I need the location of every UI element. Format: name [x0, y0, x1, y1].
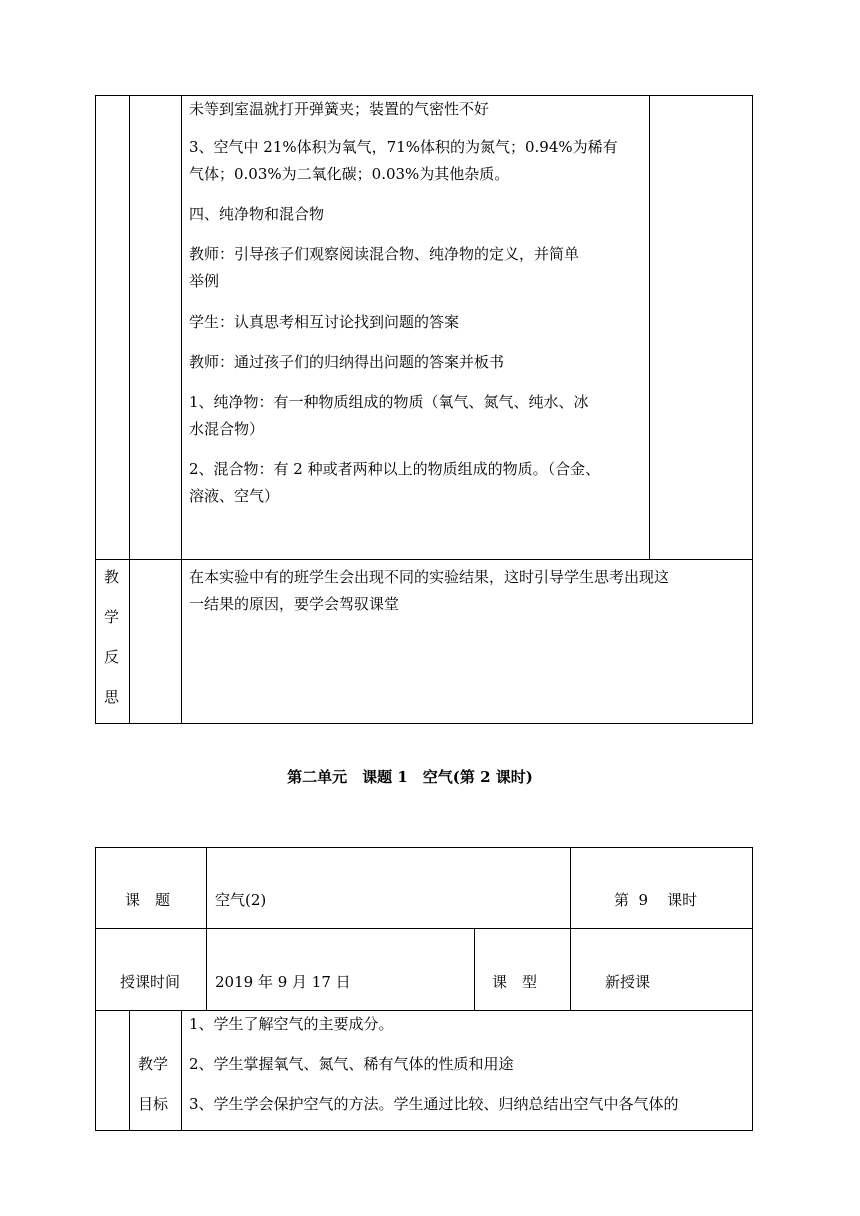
content-line: 2、混合物：有 2 种或者两种以上的物质组成的物质。（合金、 — [189, 460, 601, 478]
type-value: 新授课 — [605, 973, 651, 991]
goal-label: 教学 — [138, 1055, 169, 1073]
content-line: 1、纯净物：有一种物质组成的物质（氧气、氮气、纯水、冰 — [189, 393, 589, 411]
period-label: 第 9 课时 — [614, 891, 698, 909]
reflection-text: 一结果的原因，要学会驾驭课堂 — [189, 595, 400, 613]
section-title: 第二单元 课题 1 空气(第 2 课时) — [287, 768, 533, 786]
content-line: 3、空气中 21%体积为氧气，71%体积的为氮气；0.94%为稀有 — [189, 138, 618, 156]
time-label: 授课时间 — [120, 973, 181, 991]
reflection-label-char: 反 — [104, 648, 120, 666]
topic-value: 空气(2) — [215, 891, 267, 909]
reflection-label-char: 思 — [104, 688, 120, 706]
content-line: 水混合物） — [189, 420, 265, 438]
goal-label: 目标 — [138, 1095, 169, 1113]
goal-item: 3、学生学会保护空气的方法。学生通过比较、归纳总结出空气中各气体的 — [189, 1095, 679, 1113]
content-line: 未等到室温就打开弹簧夹；装置的气密性不好 — [189, 100, 490, 118]
section-heading: 四、纯净物和混合物 — [189, 205, 325, 223]
reflection-label-char: 教 — [104, 568, 120, 586]
content-line: 教师：通过孩子们的归纳得出问题的答案并板书 — [189, 353, 505, 371]
reflection-label-char: 学 — [104, 608, 120, 626]
topic-label: 课 题 — [125, 891, 171, 909]
goal-item: 1、学生了解空气的主要成分。 — [189, 1015, 394, 1033]
content-line: 举例 — [189, 272, 220, 290]
content-line: 溶液、空气） — [189, 487, 280, 505]
goal-item: 2、学生掌握氧气、氮气、稀有气体的性质和用途 — [189, 1055, 514, 1073]
content-line: 气体；0.03%为二氧化碳；0.03%为其他杂质。 — [189, 165, 510, 183]
type-label: 课 型 — [492, 973, 538, 991]
content-line: 学生：认真思考相互讨论找到问题的答案 — [189, 313, 460, 331]
time-value: 2019 年 9 月 17 日 — [215, 973, 351, 991]
reflection-text: 在本实验中有的班学生会出现不同的实验结果，这时引导学生思考出现这 — [189, 568, 670, 586]
content-line: 教师：引导孩子们观察阅读混合物、纯净物的定义，并简单 — [189, 245, 580, 263]
